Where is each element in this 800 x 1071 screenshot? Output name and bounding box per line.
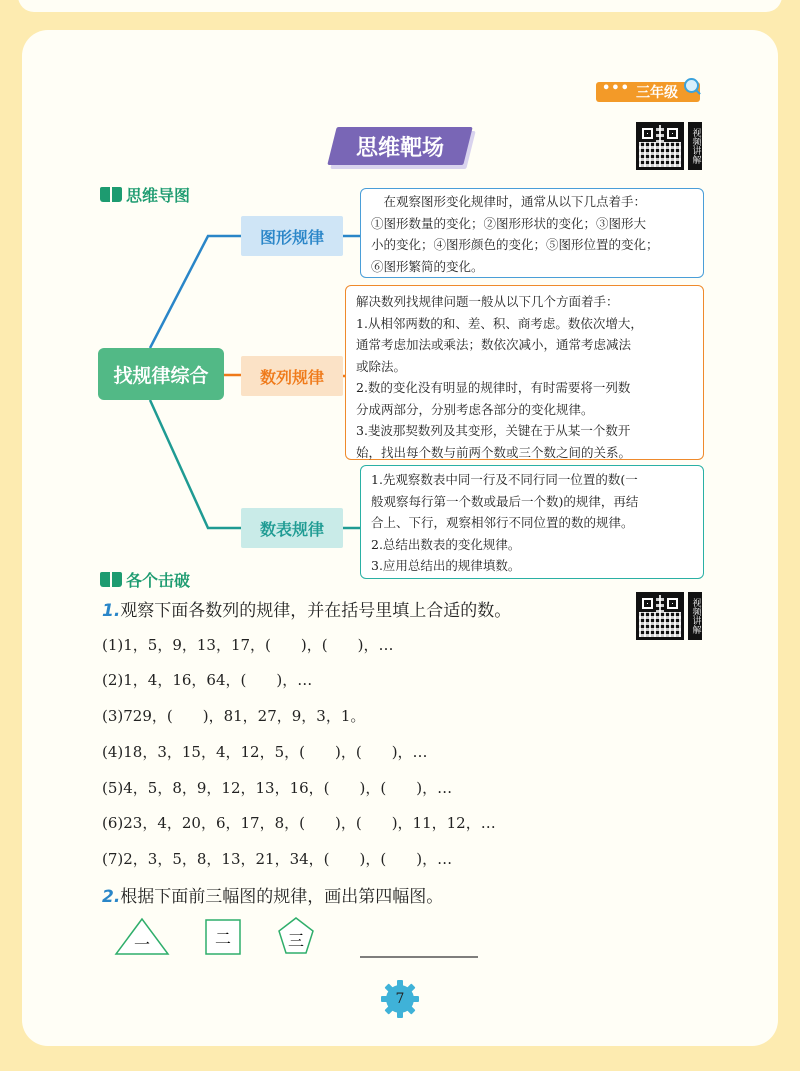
branch-number-sequence: 数列规律 <box>241 356 343 396</box>
note-line: 或除法。 <box>356 358 407 374</box>
section-practice-label: 各个击破 <box>126 571 191 590</box>
note-line: 2.总结出数表的变化规律。 <box>371 536 521 552</box>
grade-label: 三年级 <box>636 85 678 101</box>
triangle-label: 一 <box>133 935 151 954</box>
mindmap-root: 找规律综合 <box>98 348 224 400</box>
note-line: 通常考虑加法或乘法；数依次减小，通常考虑减法 <box>356 337 632 352</box>
dots-icon: ••• <box>602 81 630 96</box>
video-explain-tag: 视频讲解 <box>688 122 702 170</box>
note-line: 小的变化；④图形颜色的变化；⑤图形位置的变化； <box>371 237 659 252</box>
branch-number-table: 数表规律 <box>241 508 343 548</box>
question-number: 1. <box>102 601 121 621</box>
note-line: 在观察图形变化规律时，通常从以下几点着手： <box>383 194 647 209</box>
note-line: 合上、下行，观察相邻行不同位置的数的规律。 <box>371 515 634 530</box>
sequence-item: (4)18，3，15，4，12，5，( )，( )，… <box>102 743 428 761</box>
note-line: 解决数列找规律问题一般从以下几个方面着手： <box>356 294 619 309</box>
sequence-item: (5)4，5，8，9，12，13，16，( )，( )，… <box>102 779 453 797</box>
page-number: 7 <box>395 991 405 1007</box>
square-label: 二 <box>214 929 232 948</box>
note-line: 1.从相邻两数的和、差、积、商考虑。数依次增大， <box>356 315 643 331</box>
note-line: 3.斐波那契数列及其变形，关键在于从某一个数开 <box>356 423 631 438</box>
note-line: 分成两部分，分别考虑各部分的变化规律。 <box>356 401 594 417</box>
question-number: 2. <box>102 887 121 907</box>
question-text: 根据下面前三幅图的规律，画出第四幅图。 <box>120 887 444 907</box>
sequence-item: (7)2，3，5，8，13，21，34，( )，( )，… <box>102 850 453 868</box>
note-line: 3.应用总结出的规律填数。 <box>371 558 521 573</box>
note-line: 1.先观察数表中同一行及不同行同一位置的数(一 <box>371 472 638 487</box>
note-line: 般观察每行第一个数或最后一个数)的规律，再结 <box>371 493 639 509</box>
sequence-item: (1)1，5，9，13，17，( )，( )，… <box>102 636 394 654</box>
note-line: ①图形数量的变化；②图形形状的变化；③图形大 <box>371 215 647 231</box>
branch-shape-pattern: 图形规律 <box>241 216 343 256</box>
video-explain-tag: 视频讲解 <box>688 592 702 640</box>
banner-title: 思维靶场 <box>355 135 444 161</box>
question-text: 观察下面各数列的规律，并在括号里填上合适的数。 <box>120 601 512 621</box>
section-mindmap-label: 思维导图 <box>126 186 191 205</box>
sequence-item: (2)1，4，16，64，( )，… <box>102 671 313 689</box>
sequence-item: (6)23，4，20，6，17，8，( )，( )，11，12，… <box>102 814 496 832</box>
pentagon-label: 三 <box>287 931 305 950</box>
sequence-item: (3)729，( )，81，27，9，3，1。 <box>102 707 366 725</box>
note-line: ⑥图形繁简的变化。 <box>371 258 484 274</box>
note-line: 始，找出每个数与前两个数或三个数之间的关系。 <box>356 444 632 460</box>
note-line: 2.数的变化没有明显的规律时，有时需要将一列数 <box>356 380 631 395</box>
